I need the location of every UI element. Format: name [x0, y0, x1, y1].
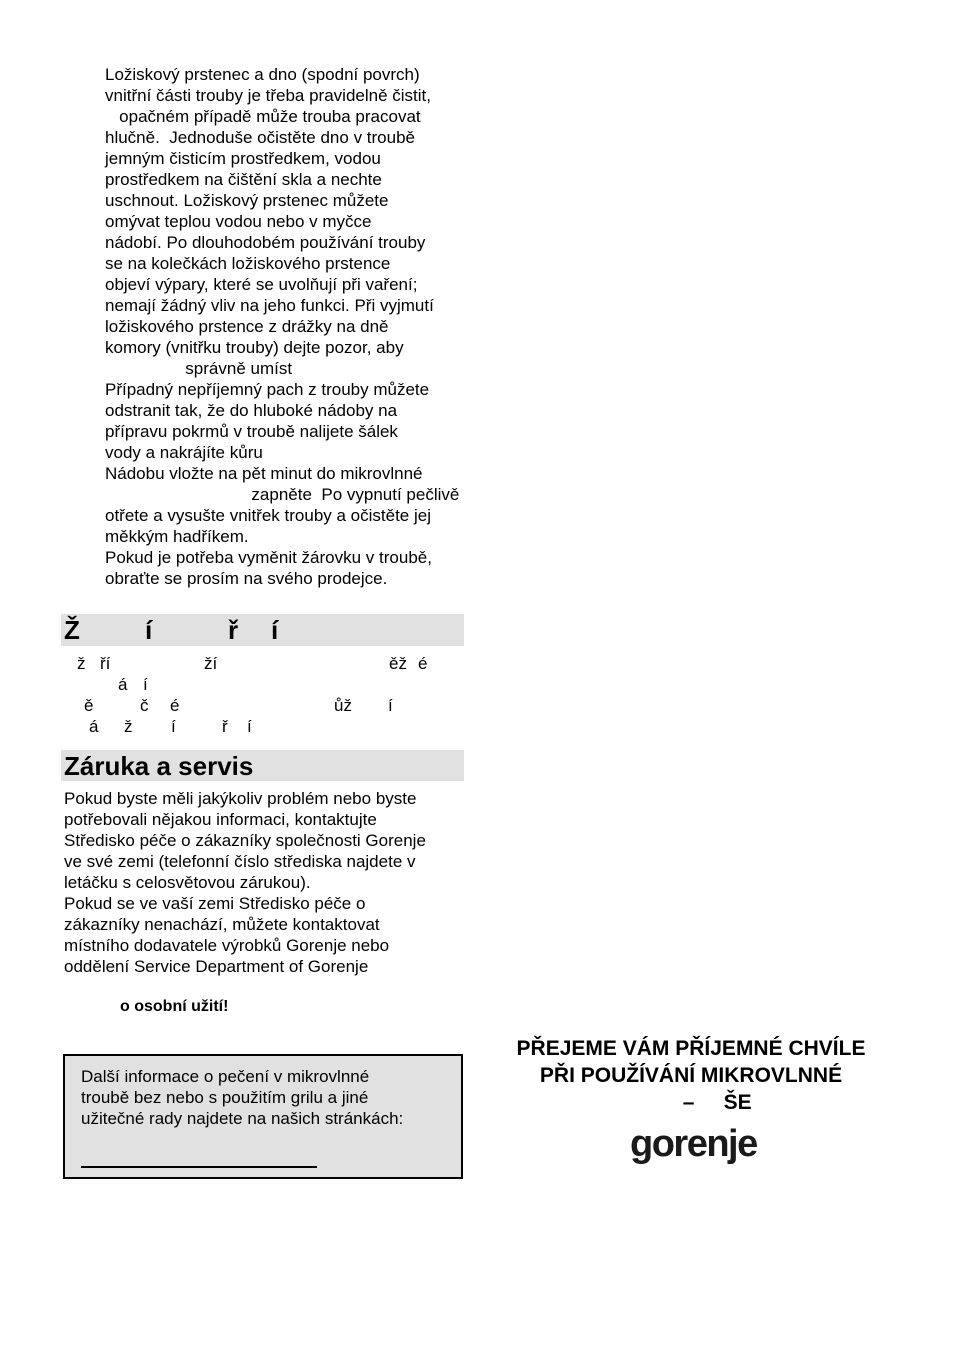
environment-heading-char: í [271, 615, 279, 645]
gorenje-logo: gorenje [630, 1123, 757, 1165]
environment-body [61, 653, 464, 743]
cleaning-line: otřete a vysušte vnitřek trouby a očistěte jej [105, 506, 431, 525]
environment-fragment: í [247, 717, 252, 736]
cleaning-line: nemají žádný vliv na jeho funkci. Při vyjmutí [105, 296, 434, 315]
closing-wish-line: PŘI POUŽÍVÁNÍ MIKROVLNNÉ [539, 1064, 843, 1087]
warranty-paragraph [64, 788, 464, 978]
environment-fragment: ěž [389, 654, 407, 673]
cleaning-line: komory (vnitřku trouby) dejte pozor, aby [105, 338, 404, 357]
info-box-line: Další informace o pečení v mikrovlnné [81, 1067, 370, 1086]
cleaning-line: Ložiskový prstenec a dno (spodní povrch) [105, 65, 420, 84]
cleaning-line: vody a nakrájíte kůru [105, 443, 263, 462]
cleaning-line: opačném případě může trouba pracovat [105, 107, 421, 126]
cleaning-line: přípravu pokrmů v troubě nalijete šálek [105, 422, 398, 441]
cleaning-line: hlučně. Jednoduše očistěte dno v troubě [105, 128, 415, 147]
environment-heading-char: Ž [64, 615, 80, 645]
environment-fragment: í [388, 696, 393, 715]
warranty-line: místního dodavatele výrobků Gorenje nebo [64, 936, 390, 955]
info-box [63, 1054, 463, 1179]
warranty-line: letáčku s celosvětovou zárukou). [64, 873, 311, 892]
environment-heading-char: í [145, 615, 153, 645]
cleaning-line: prostředkem na čištění skla a nechte [105, 170, 382, 189]
cleaning-line: nádobí. Po dlouhodobém používání trouby [105, 233, 426, 252]
environment-fragment: é [418, 654, 428, 673]
environment-fragment: ří [100, 654, 111, 673]
info-box-line: troubě bez nebo s použitím grilu a jiné [81, 1088, 369, 1107]
closing-wish-line: PŘEJEME VÁM PŘÍJEMNÉ CHVÍLE [516, 1037, 866, 1060]
warranty-line: ve své zemi (telefonní číslo střediska najdete v [64, 852, 416, 871]
cleaning-line: ložiskového prstence z drážky na dně [105, 317, 389, 336]
warranty-line: Pokud se ve vaší zemi Středisko péče o [64, 894, 366, 913]
environment-fragment: ž [77, 654, 86, 673]
cleaning-line: Případný nepříjemný pach z trouby můžete [105, 380, 430, 399]
cleaning-line: zapněte Po vypnutí pečlivě [105, 485, 460, 504]
cleaning-line: vnitřní části trouby je třeba pravidelně čistit, [105, 86, 431, 105]
environment-fragment: á [118, 675, 128, 694]
closing-wish-line: – ŠE [630, 1091, 752, 1114]
environment-heading-bar [61, 614, 464, 646]
website-blank-line [81, 1166, 317, 1168]
warranty-line: oddělení Service Department of Gorenje [64, 957, 369, 976]
cleaning-paragraph [105, 64, 465, 594]
environment-heading-char: ř [228, 615, 239, 645]
warranty-line: Středisko péče o zákazníky společnosti Gorenje [64, 831, 426, 850]
environment-fragment: á [89, 717, 99, 736]
warranty-heading-bar [61, 750, 464, 781]
cleaning-line: měkkým hadříkem. [105, 527, 249, 546]
environment-fragment: ží [204, 654, 218, 673]
environment-fragment: í [171, 717, 176, 736]
warranty-line: Pokud byste měli jakýkoliv problém nebo byste [64, 789, 417, 808]
environment-fragment: í [143, 675, 148, 694]
cleaning-line: se na kolečkách ložiskového prstence [105, 254, 391, 273]
environment-fragment: č [140, 696, 149, 715]
cleaning-line: omývat teplou vodou nebo v myčce [105, 212, 372, 231]
cleaning-line: správně umíst [105, 359, 293, 378]
cleaning-line: jemným čisticím prostředkem, vodou [105, 149, 381, 168]
cleaning-line: uschnout. Ložiskový prstenec můžete [105, 191, 389, 210]
cleaning-line: objeví výpary, které se uvolňují při vaření; [105, 275, 418, 294]
environment-fragment: ř [222, 717, 228, 736]
environment-fragment: ě [84, 696, 94, 715]
cleaning-line: odstranit tak, že do hluboké nádoby na [105, 401, 398, 420]
cleaning-line: obraťte se prosím na svého prodejce. [105, 569, 388, 588]
warranty-line: potřebovali nějakou informaci, kontaktujte [64, 810, 377, 829]
cleaning-line: Pokud je potřeba vyměnit žárovku v troubě, [105, 548, 432, 567]
warranty-heading: Záruka a servis [64, 751, 254, 781]
info-box-line: užitečné rady najdete na našich stránkách: [81, 1109, 404, 1128]
warranty-line: zákazníky nenachází, můžete kontaktovat [64, 915, 380, 934]
environment-fragment: é [170, 696, 180, 715]
personal-use-note: o osobní užití! [120, 998, 229, 1015]
cleaning-line: Nádobu vložte na pět minut do mikrovlnné [105, 464, 423, 483]
environment-fragment: ž [124, 717, 133, 736]
environment-fragment: ůž [334, 696, 352, 715]
